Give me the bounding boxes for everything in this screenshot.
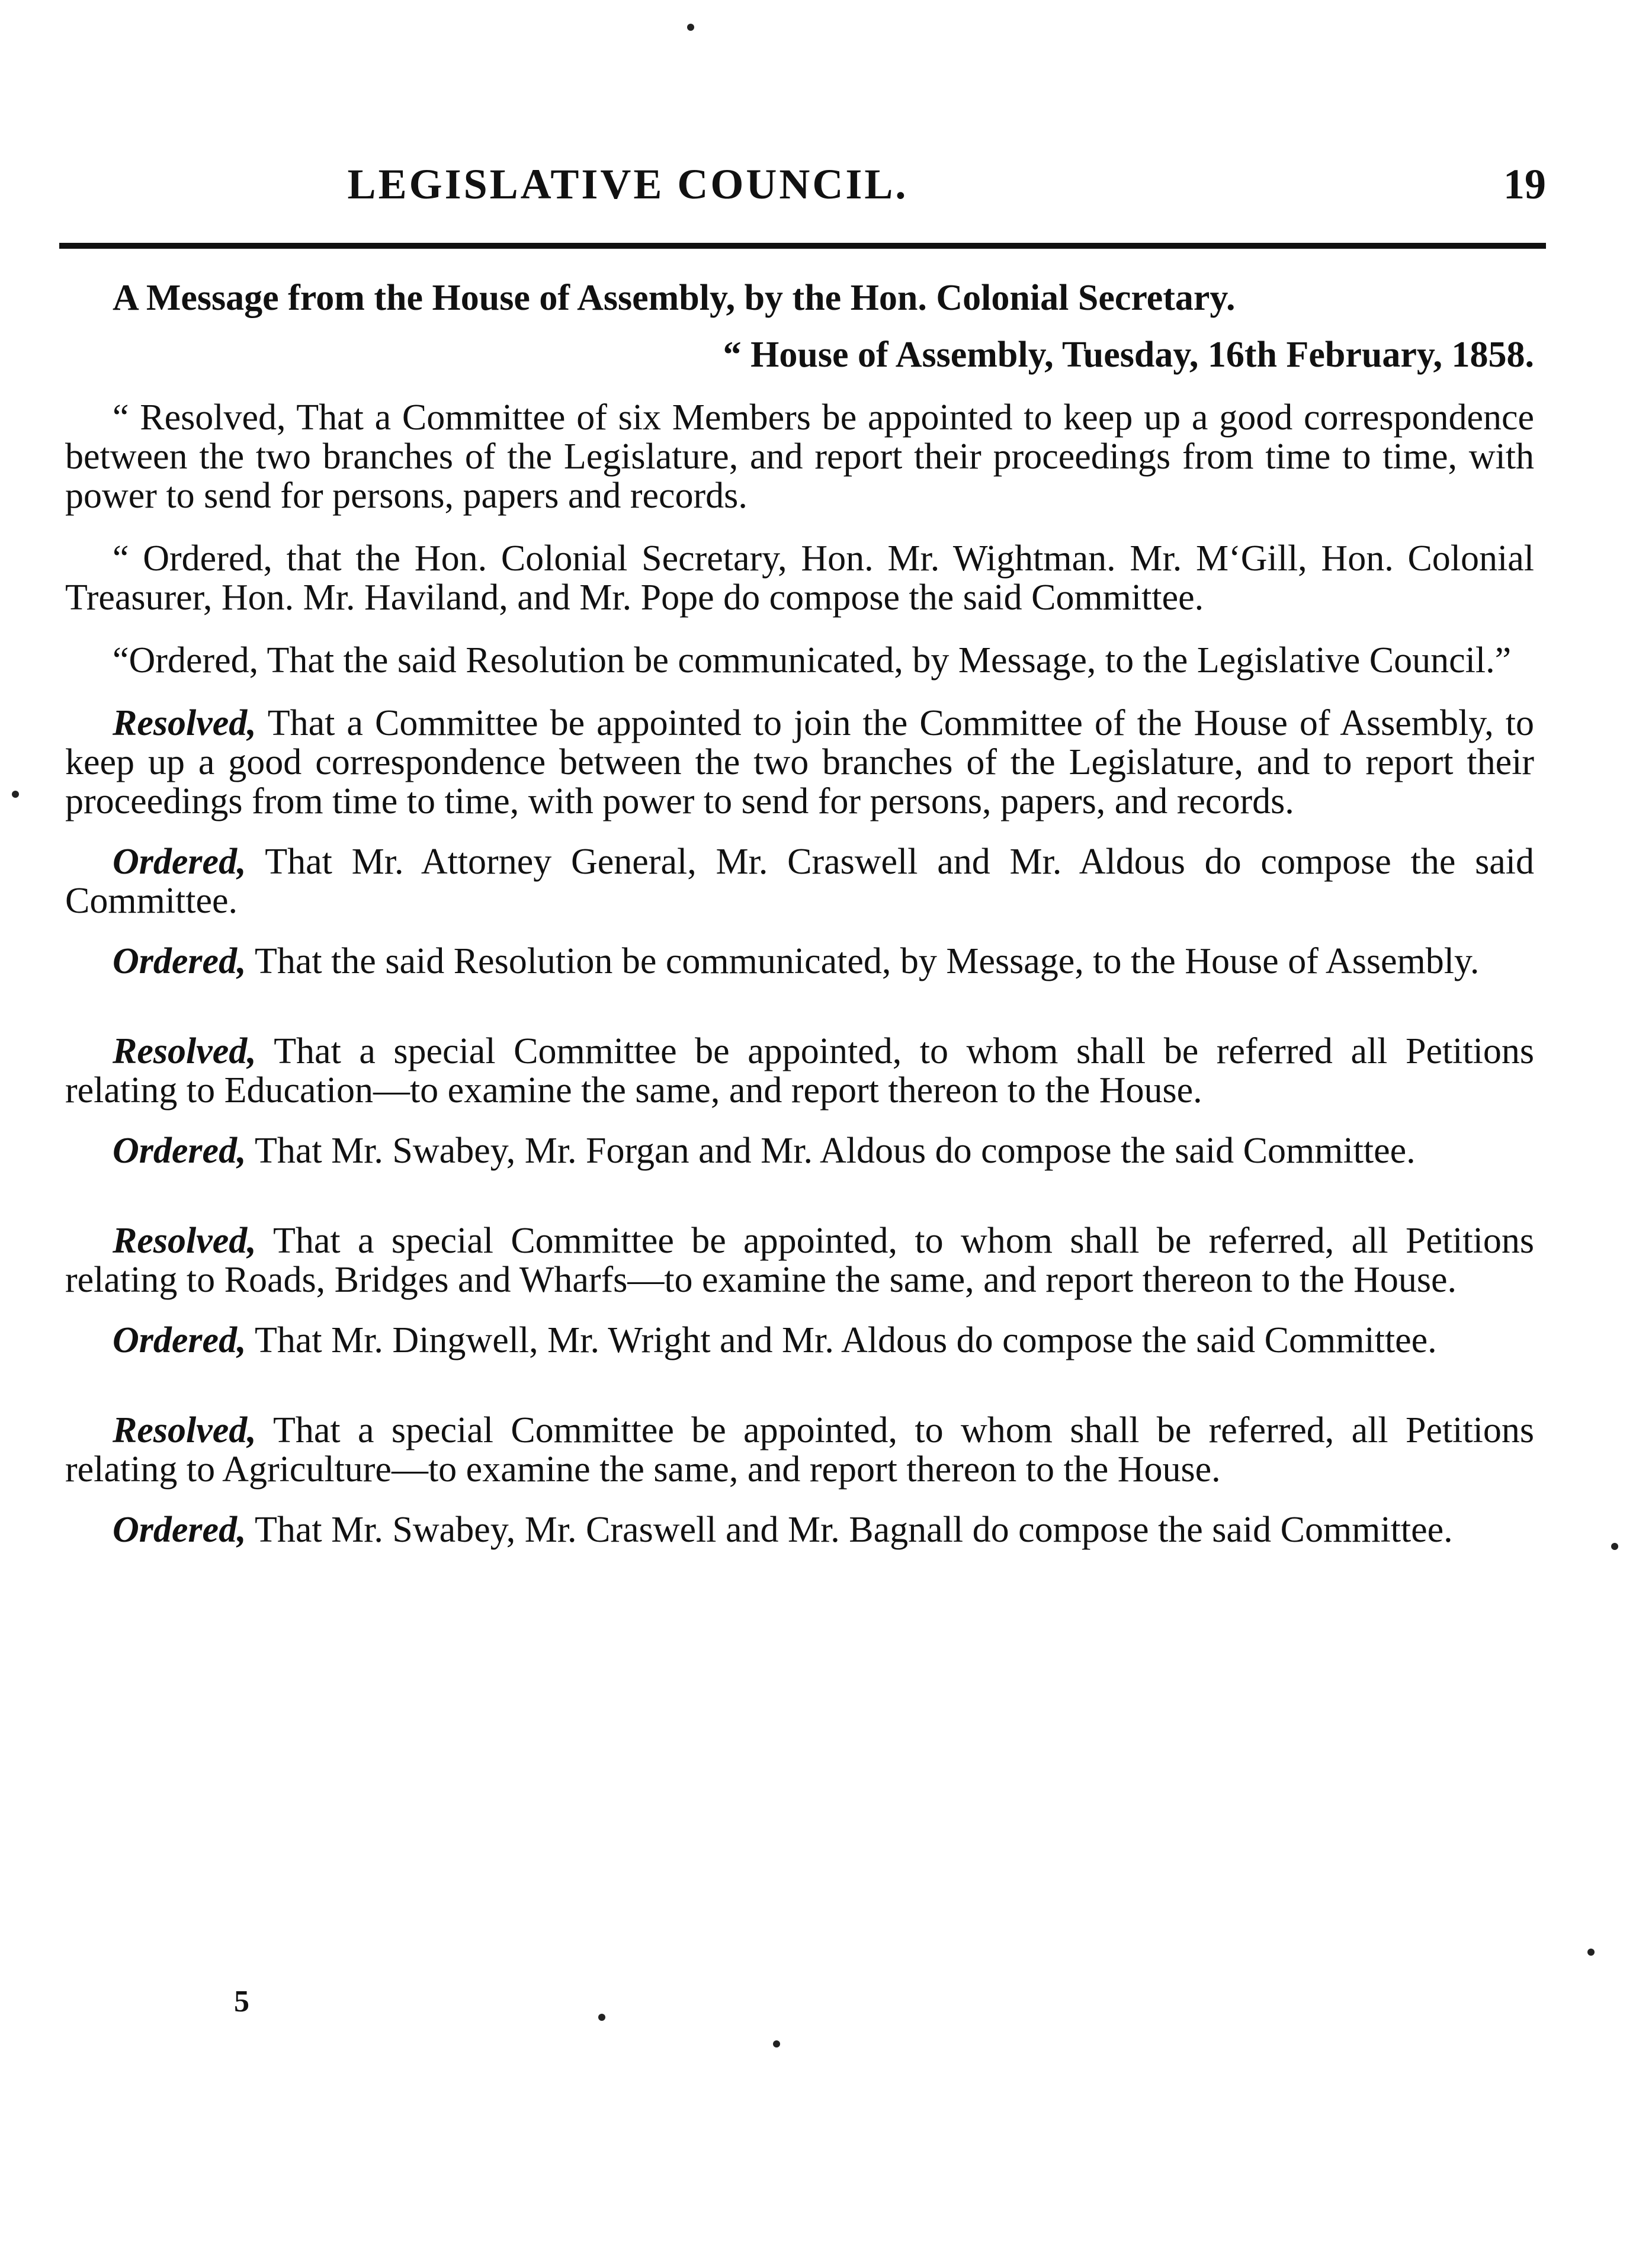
paragraph	[65, 1411, 1534, 1489]
paragraph-lead: Ordered,	[113, 941, 246, 981]
paragraph	[65, 1321, 1534, 1360]
paragraph	[65, 942, 1534, 981]
paragraph	[65, 1032, 1534, 1110]
paragraph	[65, 641, 1534, 680]
paragraph	[65, 398, 1534, 515]
paragraph-text: That Mr. Swabey, Mr. Craswell and Mr. Bagnall do compose the said Committee.	[246, 1510, 1453, 1550]
paragraph-text: That a special Committee be appointed, to whom shall be referred, all Petitions relating to Agriculture—to examine the same, and report thereon to the House.	[65, 1410, 1534, 1490]
paragraph-text: That the said Resolution be communicated, by Message, to the House of Assembly.	[246, 941, 1480, 981]
paragraph-text: “ Resolved, That a Committee of six Members be appointed to keep up a good correspondence between the two branches of the Legislature, and report their proceedings from time to time, with power to send for persons, papers and records.	[65, 397, 1534, 516]
paragraph-lead: Resolved,	[113, 1031, 256, 1071]
paragraph-lead: Ordered,	[113, 1320, 246, 1360]
paragraph-lead: Resolved,	[113, 1410, 256, 1450]
signature-mark: 5	[234, 1985, 249, 2018]
ink-speck	[1587, 1949, 1595, 1956]
message-heading: A Message from the House of Assembly, by the Hon. Colonial Secretary.	[113, 278, 1236, 318]
paragraph-lead: Ordered,	[113, 1131, 246, 1171]
paragraph	[65, 539, 1534, 617]
header-rule	[59, 243, 1546, 249]
paragraph-lead: Ordered,	[113, 1510, 246, 1550]
running-title: LEGISLATIVE COUNCIL.	[347, 161, 909, 208]
paragraph	[65, 1221, 1534, 1299]
paragraph-text: That a Committee be appointed to join the Committee of the House of Assembly, to keep up a good correspondence between the two branches of the Legislature, and to report their proceedings from time to time, with power to send for persons, papers, and records.	[65, 703, 1534, 821]
ink-speck	[12, 791, 19, 798]
ink-speck	[687, 24, 694, 31]
paragraph	[65, 1510, 1534, 1549]
paragraph-text: That a special Committee be appointed, to whom shall be referred all Petitions relating to Education—to examine the same, and report thereon to the House.	[65, 1031, 1534, 1111]
paragraph-text: That Mr. Swabey, Mr. Forgan and Mr. Aldous do compose the said Committee.	[246, 1131, 1416, 1171]
paragraph-lead: Resolved,	[113, 703, 256, 743]
message-dateline: “ House of Assembly, Tuesday, 16th February, 1858.	[723, 335, 1534, 375]
paragraph-lead: Ordered,	[113, 842, 246, 882]
paragraph-lead: Resolved,	[113, 1221, 256, 1261]
ink-speck	[773, 2040, 780, 2047]
ink-speck	[598, 2014, 605, 2021]
paragraph-text: That Mr. Dingwell, Mr. Wright and Mr. Aldous do compose the said Committee.	[246, 1320, 1437, 1360]
page-number: 19	[1503, 161, 1546, 208]
paragraph-text: “ Ordered, that the Hon. Colonial Secretary, Hon. Mr. Wightman. Mr. M‘Gill, Hon. Colonial Treasurer, Hon. Mr. Haviland, and Mr. Pope do compose the said Committee.	[65, 538, 1534, 618]
paragraph	[65, 704, 1534, 821]
paragraph	[65, 1131, 1534, 1170]
page-body	[65, 278, 1534, 1571]
paragraph	[65, 842, 1534, 920]
page-header	[65, 160, 1546, 213]
paragraph-text: That a special Committee be appointed, to whom shall be referred, all Petitions relating to Roads, Bridges and Wharfs—to examine the same, and report thereon to the House.	[65, 1221, 1534, 1300]
ink-speck	[1611, 1543, 1618, 1550]
paragraph-text: “Ordered, That the said Resolution be communicated, by Message, to the Legislative Council.”	[113, 640, 1512, 681]
paragraph-text: That Mr. Attorney General, Mr. Craswell and Mr. Aldous do compose the said Committee.	[65, 842, 1534, 921]
